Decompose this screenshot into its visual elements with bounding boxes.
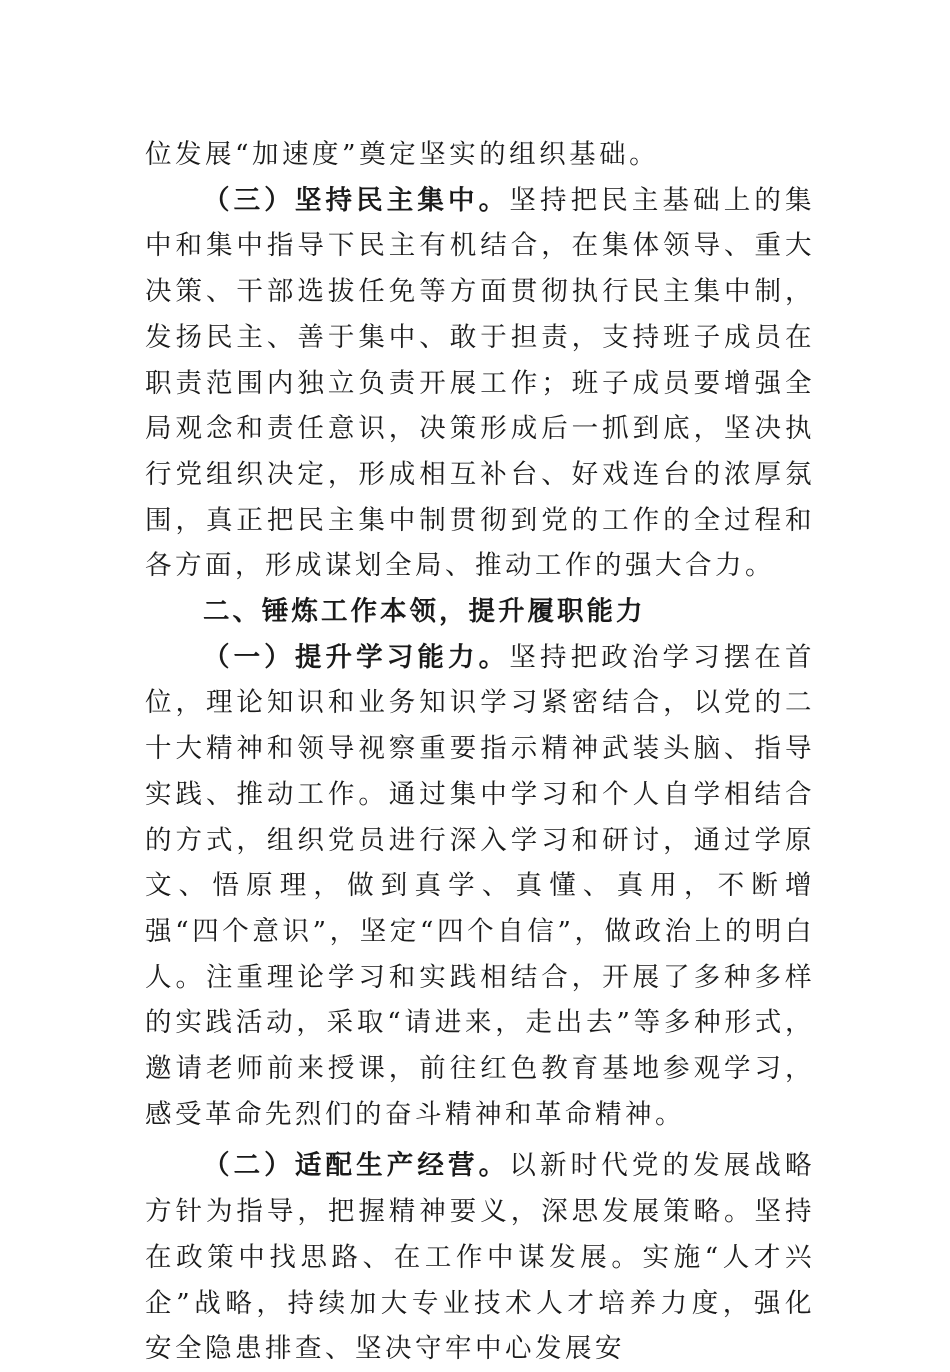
paragraph-text: 位发展“加速度”奠定坚实的组织基础。 (145, 139, 660, 170)
document-page (145, 132, 815, 1372)
section-heading-text: 二、锤炼工作本领，提升履职能力 (203, 596, 646, 628)
paragraph-production-operation (145, 1143, 815, 1372)
paragraph-continuation (145, 132, 815, 178)
paragraph-text: 坚持把民主基础上的集中和集中指导下民主有机结合，在集体领导、重大决策、干部选拔任免等方面贯彻执行民主集中制，发扬民主、善于集中、敢于担责，支持班子成员在职责范围内独立负责开展工作；班子成员要增强全局观念和责任意识，决策形成后一抓到底，坚决执行党组织决定，形成相互补台、好戏连台的浓厚氛围，真正把民主集中制贯彻到党的工作的全过程和各方面，形成谋划全局、推动工作的强大合力。 (145, 184, 816, 582)
paragraph-text: 坚持把政治学习摆在首位，理论知识和业务知识学习紧密结合，以党的二十大精神和领导视察重要指示精神武装头脑、指导实践、推动工作。通过集中学习和个人自学相结合的方式，组织党员进行深入学习和研讨，通过学原文、悟原理，做到真学、真懂、真用，不断增强“四个意识”，坚定“四个自信”，做政治上的明白人。注重理论学习和实践相结合，开展了多种多样的实践活动，采取“请进来，走出去”等多种形式，邀请老师前来授课，前往红色教育基地参观学习，感受革命先烈们的奋斗精神和革命精神。 (145, 641, 816, 1130)
paragraph-lead: （一）提升学习能力。 (203, 641, 510, 673)
paragraph-lead: （三）坚持民主集中。 (203, 184, 510, 216)
paragraph-lead: （二）适配生产经营。 (203, 1150, 510, 1182)
section-heading (145, 589, 815, 635)
paragraph-learning-ability (145, 635, 815, 1138)
paragraph-democratic-centralism (145, 178, 815, 589)
paragraph-text: 以新时代党的发展战略方针为指导，把握精神要义，深思发展策略。坚持在政策中找思路、在工作中谋发展。实施“人才兴企”战略，持续加大专业技术人才培养力度，强化安全隐患排查、坚决守牢中心发展安 (145, 1150, 816, 1365)
